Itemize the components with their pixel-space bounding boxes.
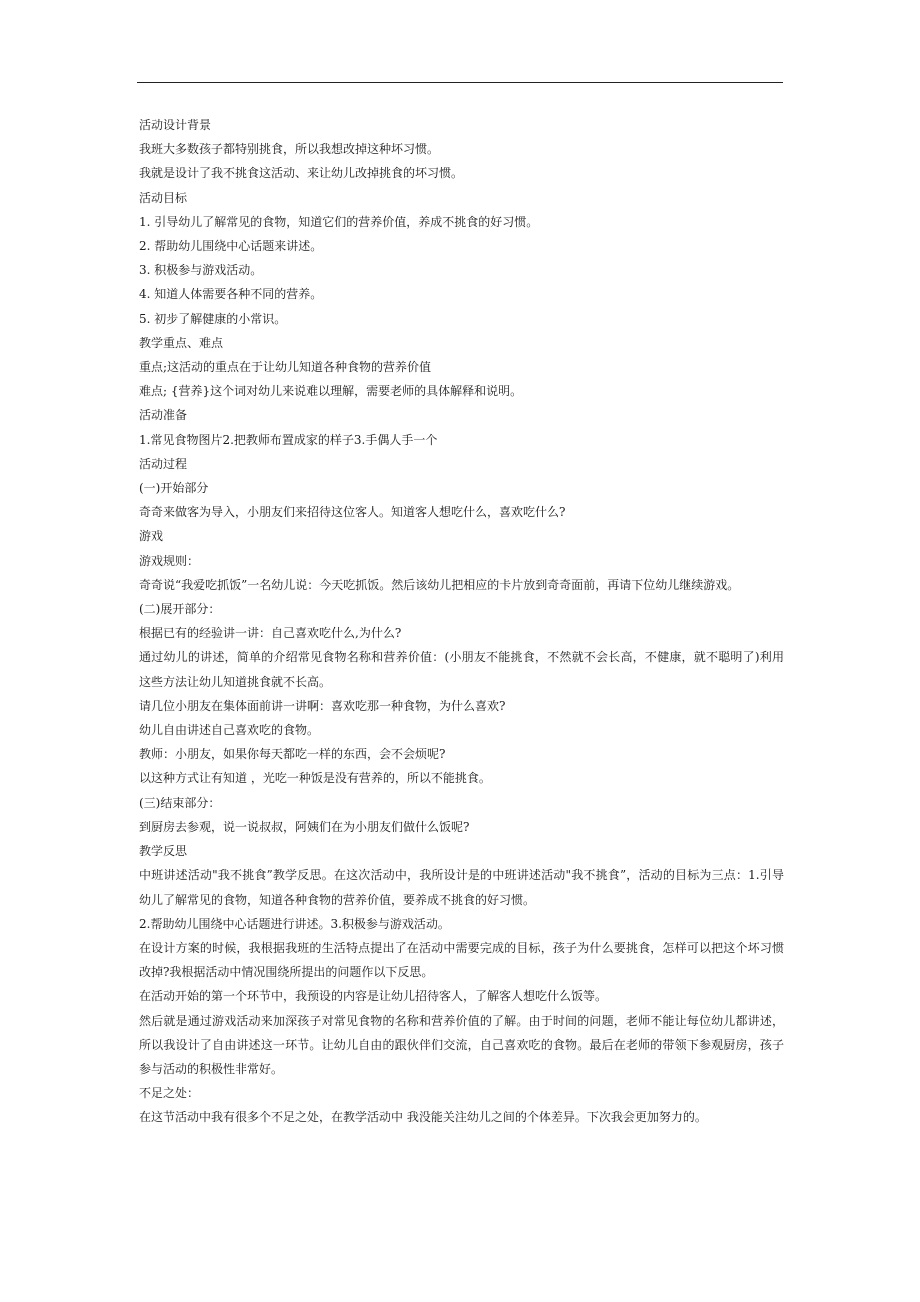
subheading: 不足之处： (139, 1086, 200, 1101)
paragraph: 通过幼儿的讲述，简单的介绍常见食物名称和营养价值：(小朋友不能挑食，不然就不会长高，不健康，就不聪明了)利用这些方法让幼儿知道挑食就不长高。 (139, 650, 784, 689)
paragraph: 1.常见食物图片2.把教师布置成家的样子3.手偶人手一个 (139, 432, 438, 447)
paragraph: 重点;这活动的重点在于让幼儿知道各种食物的营养价值 (139, 360, 432, 375)
paragraph: 奇奇来做客为导入，小朋友们来招待这位客人。知道客人想吃什么，喜欢吃什么? (139, 505, 566, 520)
subheading: (二)展开部分： (139, 602, 221, 617)
subheading: 游戏规则： (139, 553, 200, 568)
paragraph: 到厨房去参观，说一说叔叔，阿姨们在为小朋友们做什么饭呢? (139, 819, 470, 834)
paragraph: 然后就是通过游戏活动来加深孩子对常见食物的名称和营养价值的了解。由于时间的问题，老师不能让每位幼儿都讲述，所以我设计了自由讲述这一环节。让幼儿自由的跟伙伴们交流，自己喜欢吃的食物。最后在老师的带领下参观厨房，孩子参与活动的积极性非常好。 (139, 1013, 784, 1076)
paragraph: 在活动开始的第一个环节中，我预设的内容是让幼儿招待客人，了解客人想吃什么饭等。 (139, 989, 608, 1004)
section-heading-preparation: 活动准备 (139, 408, 188, 423)
paragraph: 奇奇说“我爱吃抓饭”一名幼儿说：今天吃抓饭。然后该幼儿把相应的卡片放到奇奇面前，再请下位幼儿继续游戏。 (139, 577, 740, 592)
document-body (139, 113, 784, 1130)
section-heading-key-points: 教学重点、难点 (139, 335, 224, 350)
paragraph: 请几位小朋友在集体面前讲一讲啊：喜欢吃那一种食物，为什么喜欢? (139, 698, 506, 713)
goal-item: 3. 积极参与游戏活动。 (139, 263, 263, 278)
paragraph: 教师：小朋友，如果你每天都吃一样的东西，会不会烦呢? (139, 747, 446, 762)
section-heading-goals: 活动目标 (139, 190, 188, 205)
goal-item: 5. 初步了解健康的小常识。 (139, 311, 287, 326)
paragraph: 我就是设计了我不挑食这活动、来让幼儿改掉挑食的坏习惯。 (139, 166, 464, 181)
section-heading-background: 活动设计背景 (139, 118, 212, 132)
paragraph: 我班大多数孩子都特别挑食，所以我想改掉这种坏习惯。 (139, 142, 440, 157)
goal-item: 4. 知道人体需要各种不同的营养。 (139, 287, 323, 302)
goal-item: 1. 引导幼儿了解常见的食物，知道它们的营养价值，养成不挑食的好习惯。 (139, 214, 539, 229)
paragraph: 根据已有的经验讲一讲：自己喜欢吃什么,为什么? (139, 626, 402, 641)
subheading: (一)开始部分 (139, 481, 209, 496)
paragraph: 在设计方案的时候，我根据我班的生活特点提出了在活动中需要完成的目标，孩子为什么要挑食，怎样可以把这个坏习惯改掉?我根据活动中情况围绕所提出的问题作以下反思。 (139, 940, 784, 980)
paragraph: 以这种方式让有知道 ，光吃一种饭是没有营养的，所以不能挑食。 (139, 771, 491, 786)
paragraph: 在这节活动中我有很多个不足之处，在教学活动中 我没能关注幼儿之间的个体差异。下次我会更加努力的。 (139, 1110, 707, 1125)
section-heading-reflection: 教学反思 (139, 844, 188, 859)
paragraph: 幼儿自由讲述自己喜欢吃的食物。 (139, 723, 320, 738)
subheading: 游戏 (139, 529, 164, 544)
paragraph: 中班讲述活动"我不挑食”教学反思。在这次活动中，我所设计是的中班讲述活动"我不挑食”，活动的目标为三点：1.引导幼儿了解常见的食物，知道各种食物的营养价值，要养成不挑食的好习惯。 (139, 868, 784, 907)
section-heading-process: 活动过程 (139, 456, 188, 471)
goal-item: 2. 帮助幼儿围绕中心话题来讲述。 (139, 239, 323, 254)
paragraph: 难点; {营养}这个词对幼儿来说难以理解，需要老师的具体解释和说明。 (139, 384, 523, 399)
subheading: (三)结束部分： (139, 795, 221, 810)
paragraph: 2.帮助幼儿围绕中心话题进行讲述。3.积极参与游戏活动。 (139, 916, 450, 931)
header-rule (137, 82, 783, 83)
